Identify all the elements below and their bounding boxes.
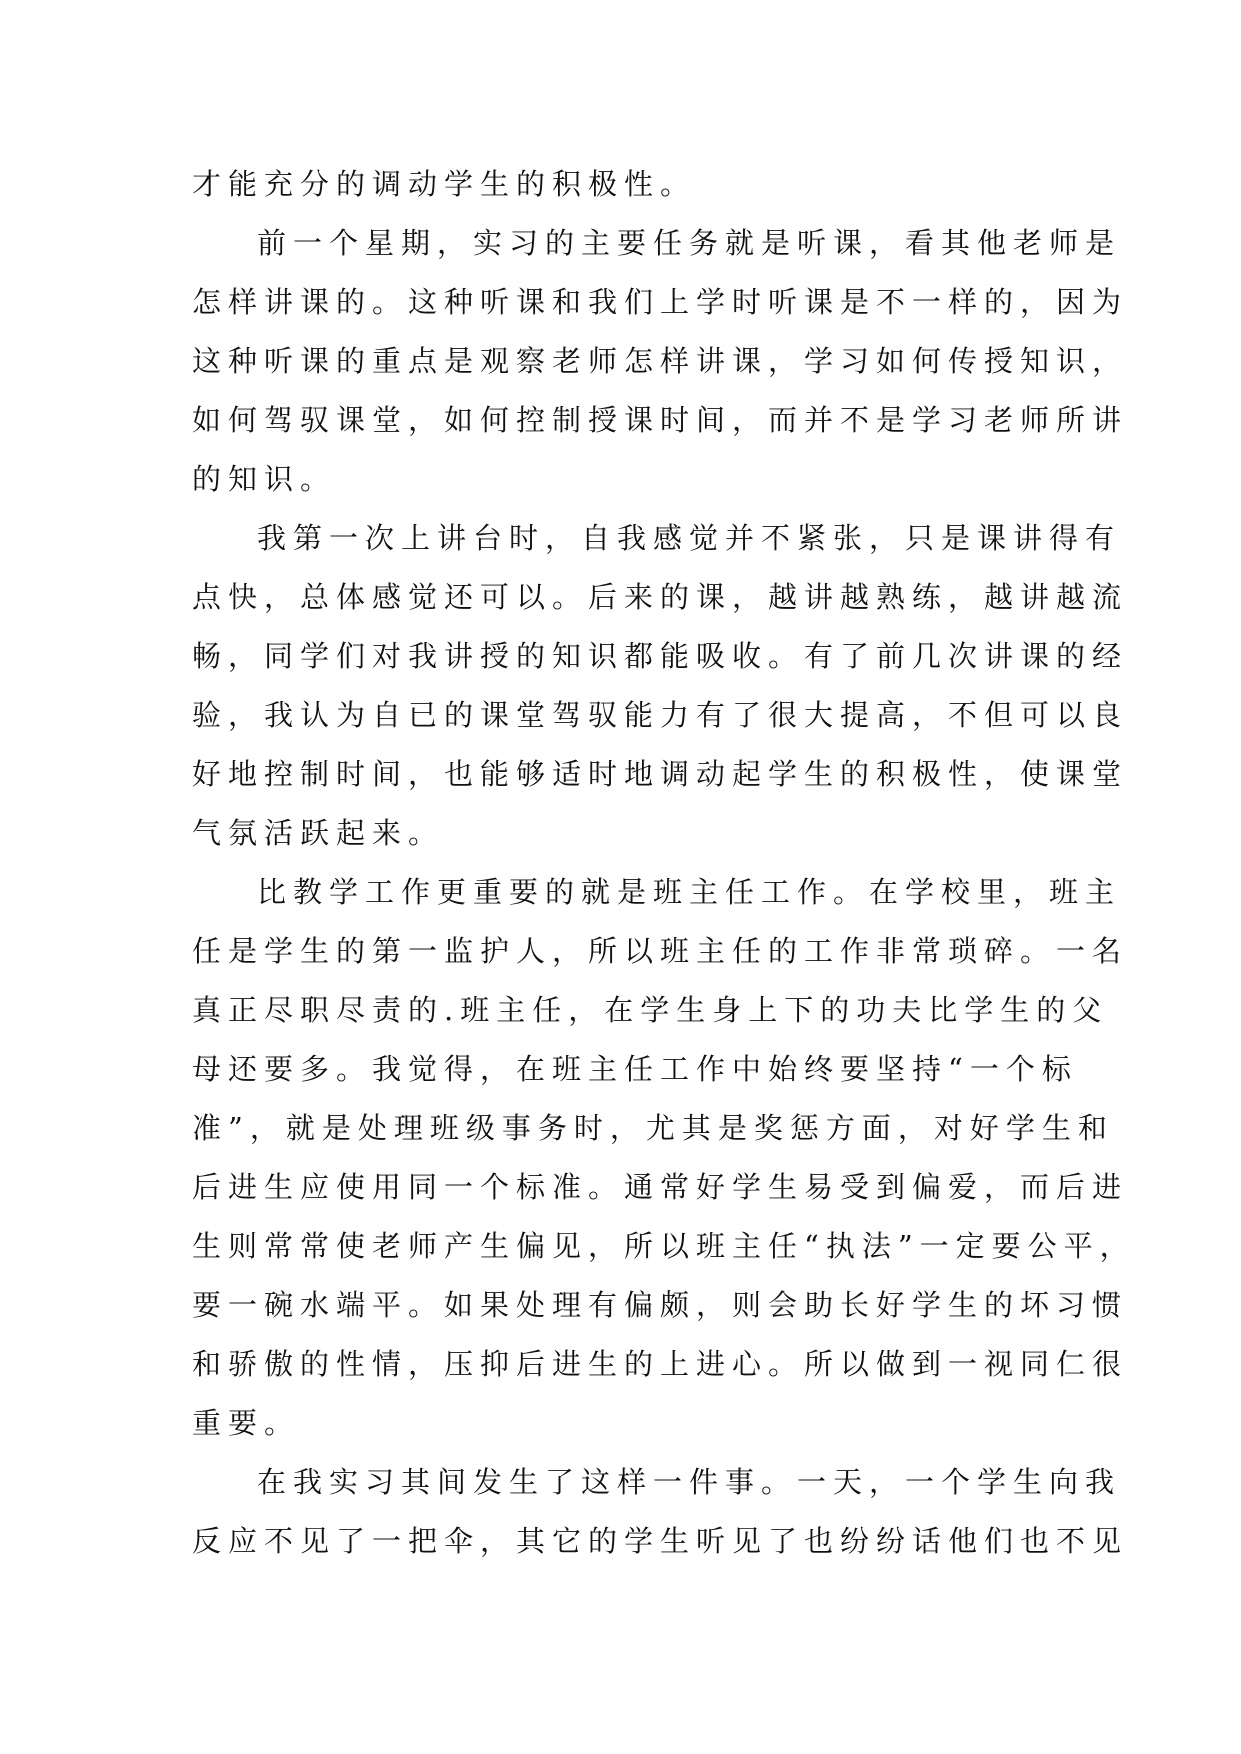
text-line: 这种听课的重点是观察老师怎样讲课，学习如何传授知识， [192,344,1129,378]
text-line: 前一个星期，实习的主要任务就是听课，看其他老师是 [257,226,1122,260]
text-line: 才能充分的调动学生的积极性。 [192,167,697,201]
text-line: 母还要多。我觉得，在班主任工作中始终要坚持“一个标 [192,1052,1078,1086]
text-line: 比教学工作更重要的就是班主任工作。在学校里，班主 [257,875,1122,909]
text-line: 任是学生的第一监护人，所以班主任的工作非常琐碎。一名 [192,934,1129,968]
text-line: 好地控制时间，也能够适时地调动起学生的积极性，使课堂 [192,757,1129,791]
paragraph-2 [192,214,1129,509]
paragraph-1 [192,155,1052,214]
text-line: 后进生应使用同一个标准。通常好学生易受到偏爱，而后进 [192,1170,1129,1204]
text-line: 重要。 [192,1406,301,1440]
text-line: 的知识。 [192,462,337,496]
text-line: 准”，就是处理班级事务时，尤其是奖惩方面，对好学生和 [192,1111,1114,1145]
text-line: 要一碗水端平。如果处理有偏颇，则会助长好学生的坏习惯 [192,1288,1129,1322]
text-line: 气氛活跃起来。 [192,816,445,850]
text-line: 点快，总体感觉还可以。后来的课，越讲越熟练，越讲越流 [192,580,1129,614]
text-line: 反应不见了一把伞，其它的学生听见了也纷纷话他们也不见 [192,1524,1129,1558]
text-line: 怎样讲课的。这种听课和我们上学时听课是不一样的，因为 [192,285,1129,319]
document-page [192,155,1136,1571]
paragraph-5 [192,1453,1129,1571]
text-line: 如何驾驭课堂，如何控制授课时间，而并不是学习老师所讲 [192,403,1129,437]
text-line: 验，我认为自已的课堂驾驭能力有了很大提高，不但可以良 [192,698,1129,732]
text-line: 在我实习其间发生了这样一件事。一天，一个学生向我 [257,1465,1122,1499]
paragraph-3 [192,509,1129,863]
paragraph-4 [192,863,1136,1453]
text-line: 我第一次上讲台时，自我感觉并不紧张，只是课讲得有 [257,521,1122,555]
text-line: 畅，同学们对我讲授的知识都能吸收。有了前几次讲课的经 [192,639,1129,673]
text-line: 真正尽职尽责的.班主任，在学生身上下的功夫比学生的父 [192,993,1109,1027]
text-line: 生则常常使老师产生偏见，所以班主任“执法”一定要公平， [192,1229,1136,1263]
text-line: 和骄傲的性情，压抑后进生的上进心。所以做到一视同仁很 [192,1347,1129,1381]
